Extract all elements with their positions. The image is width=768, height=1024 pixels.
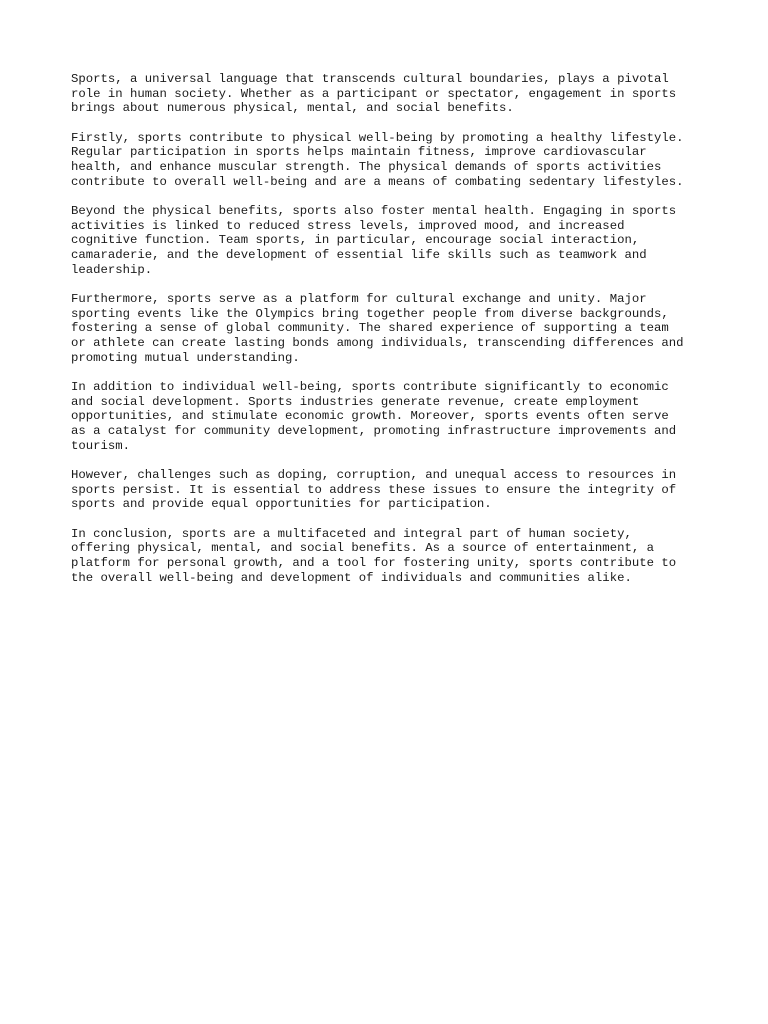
document-page bbox=[71, 72, 751, 600]
paragraph-intro: Sports, a universal language that transcends cultural boundaries, plays a pivotal role in human society. Whether as a participant or spectator, engagement in sports brings about numerous physical, mental, and social benefits. bbox=[71, 72, 677, 116]
paragraph-conclusion: In conclusion, sports are a multifaceted and integral part of human society, offering physical, mental, and social benefits. As a source of entertainment, a platform for personal growth, and a tool for fostering unity, sports contribute to the overall well-being and development of individuals and communities alike. bbox=[71, 526, 677, 585]
paragraph-economic-development: In addition to individual well-being, sports contribute significantly to economic and social development. Sports industries generate revenue, create employment opportunities, and stimulate economic growth. Moreover, sports events often serve as a catalyst for community development, promoting infrastructure improvements and tourism. bbox=[71, 379, 677, 453]
paragraph-physical-wellbeing: Firstly, sports contribute to physical well-being by promoting a healthy lifestyle. Regular participation in sports helps maintain fitness, improve cardiovascular health, and enhance muscular strength. The physical demands of sports activities contribute to overall well-being and are a means of combating sedentary lifestyles. bbox=[71, 130, 684, 189]
paragraph-cultural-exchange: Furthermore, sports serve as a platform for cultural exchange and unity. Major sporting events like the Olympics bring together people from diverse backgrounds, fostering a sense of global community. The shared experience of supporting a team or athlete can create lasting bonds among individuals, transcending differences and promoting mutual understanding. bbox=[71, 291, 684, 365]
paragraph-challenges: However, challenges such as doping, corruption, and unequal access to resources in sports persist. It is essential to address these issues to ensure the integrity of sports and provide equal opportunities for participation. bbox=[71, 467, 677, 512]
paragraph-mental-health: Beyond the physical benefits, sports also foster mental health. Engaging in sports activities is linked to reduced stress levels, improved mood, and increased cognitive function. Team sports, in particular, encourage social interaction, camaraderie, and the development of essential life skills such as teamwork and leadership. bbox=[71, 203, 677, 277]
